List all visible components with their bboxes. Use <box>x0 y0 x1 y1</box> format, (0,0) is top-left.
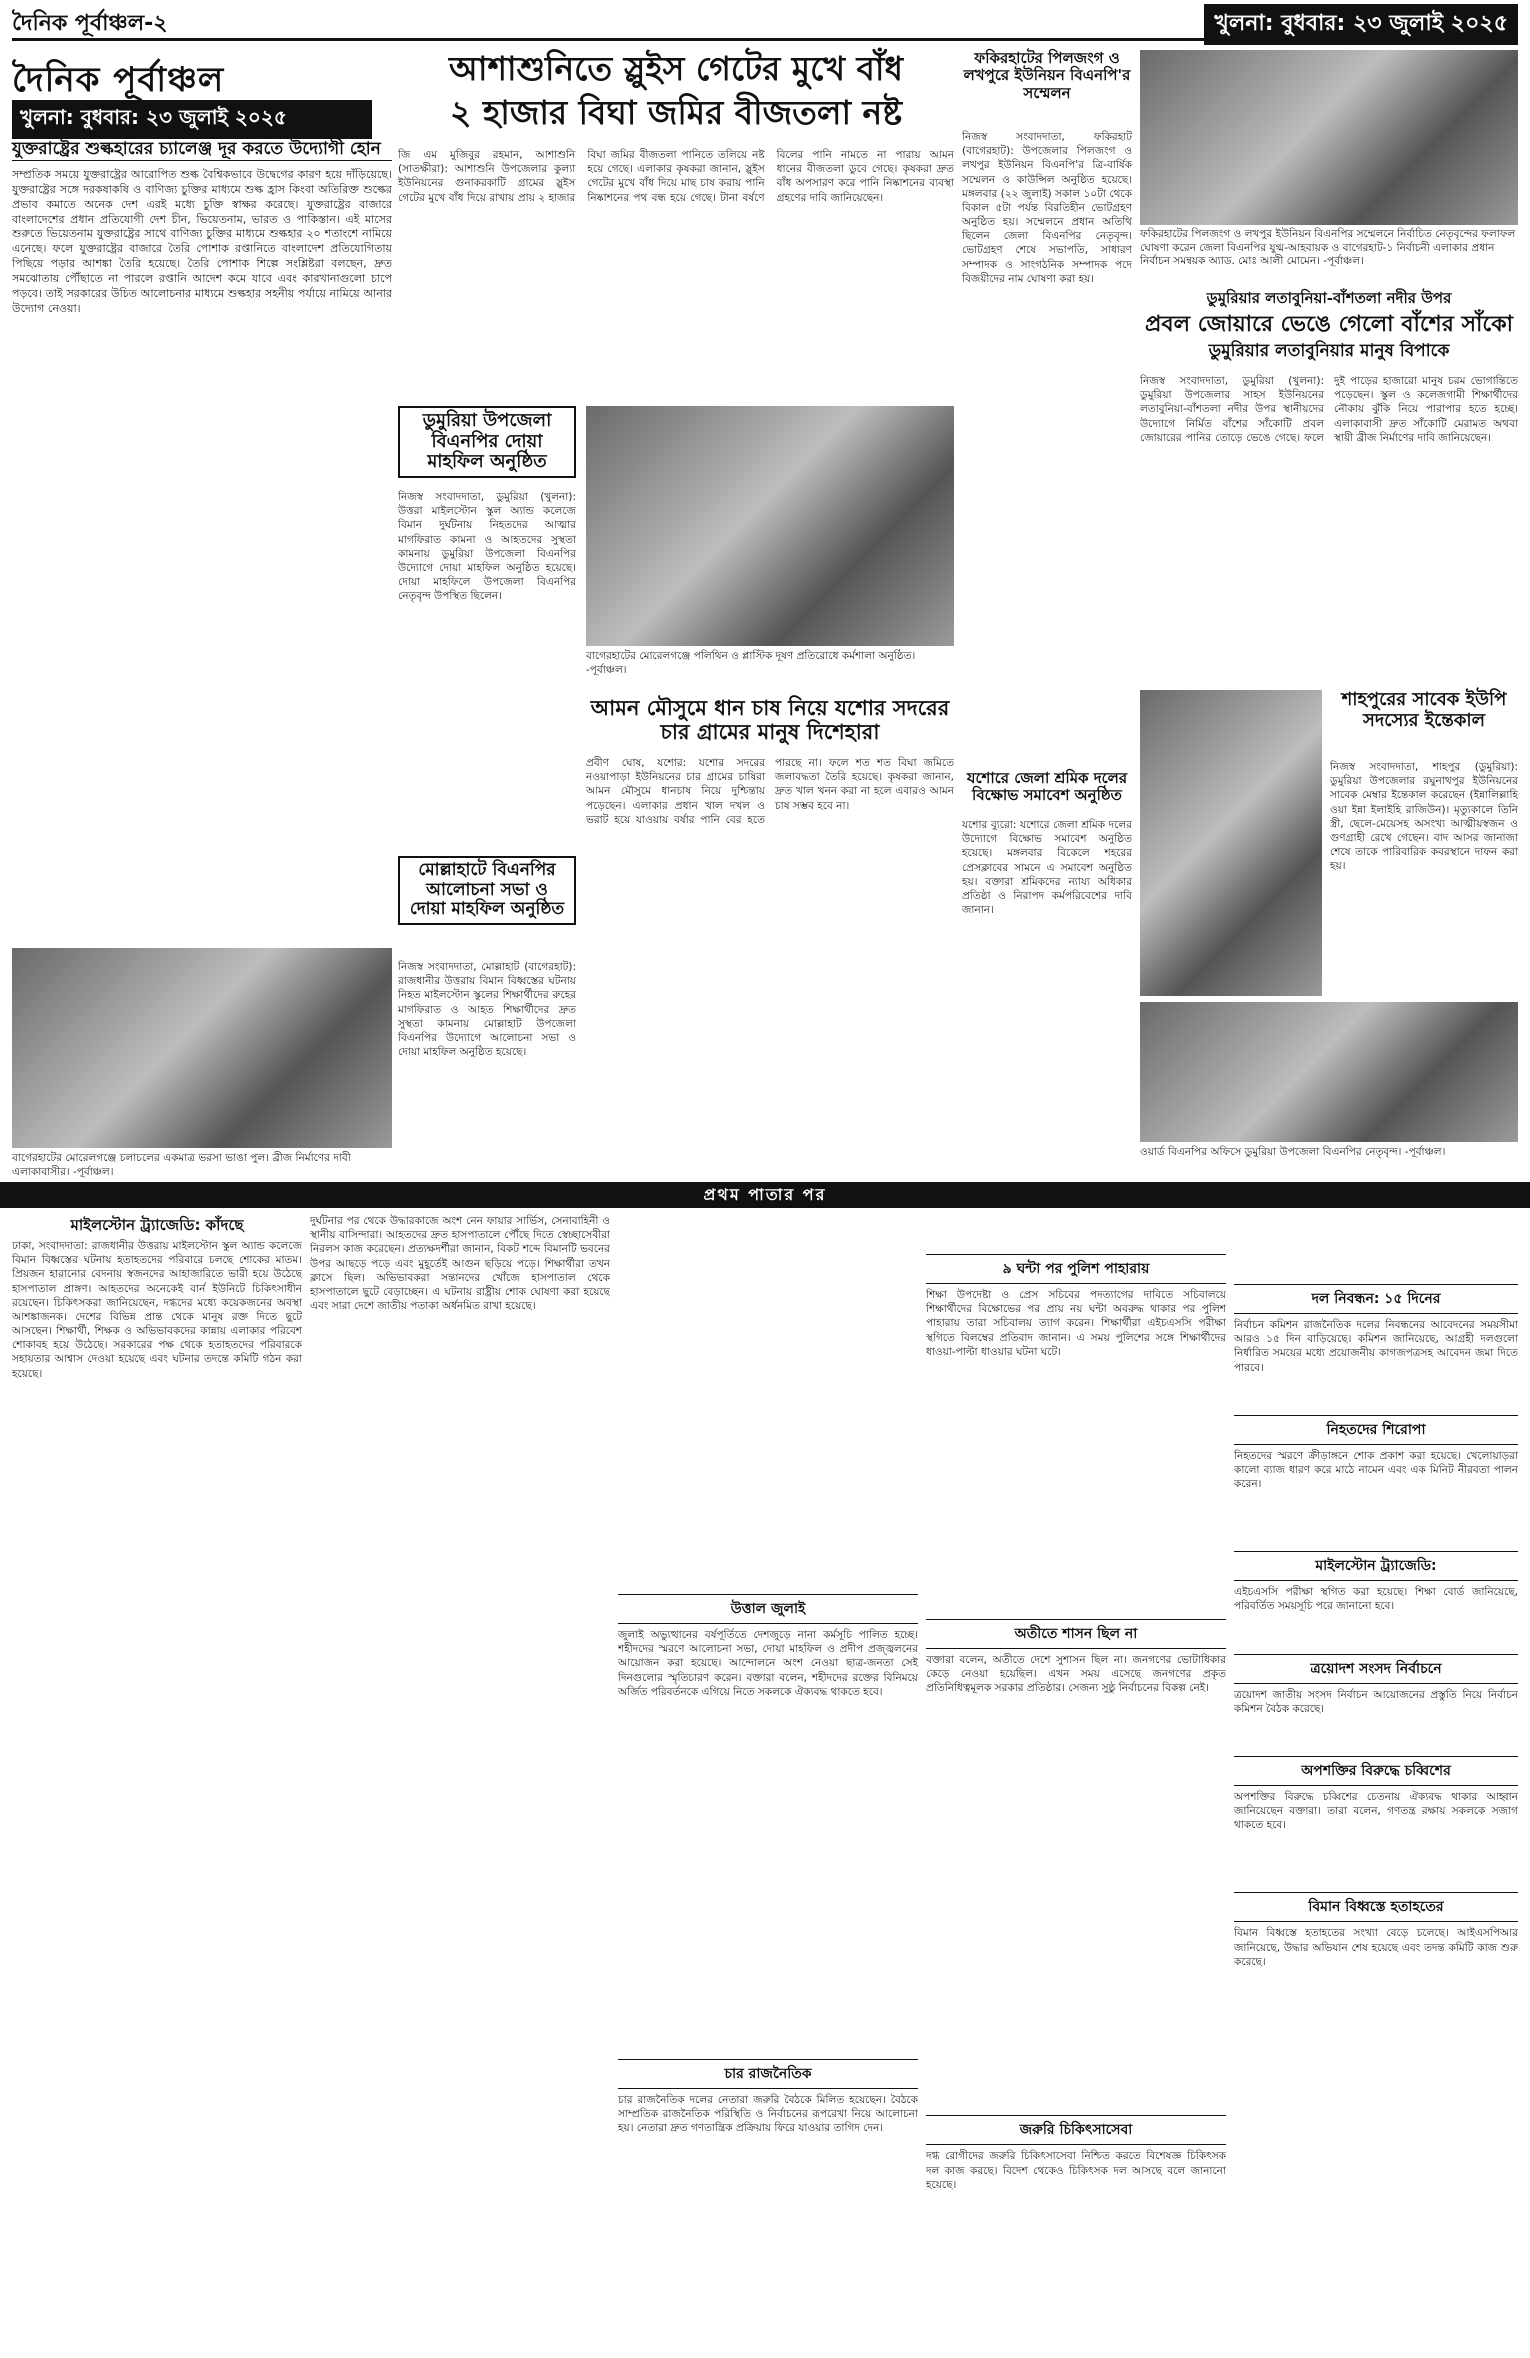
col5-title-2: নিহতদের শিরোপা <box>1234 1415 1518 1445</box>
col3-body: জুলাই অভ্যুত্থানের বর্ষপূর্তিতে দেশজুড়ে নানা কর্মসূচি পালিত হচ্ছে। শহীদদের স্মরণে আলোচনা সভা, দোয়া মাহফিল ও প্রদীপ প্রজ্জ্বলনের আয়োজন করা হয়েছে। আন্দোলনে অংশ নেওয়া ছাত্র-জনতা সেই দিনগুলোর স্মৃতিচারণ করেন। বক্তারা বলেন, শহীদদের রক্তের বিনিময়ে অর্জিত পরিবর্তনকে এগিয়ে নিতে সকলকে ঐক্যবদ্ধ থাকতে হবে। <box>618 1629 918 1698</box>
continuation-banner: প্রথম পাতার পর <box>0 1182 1530 1208</box>
date-banner-right: খুলনা: বুধবার: ২৩ জুলাই ২০২৫ <box>1204 4 1518 45</box>
col5-title-3: মাইলস্টোন ট্র্যাজেডি: <box>1234 1551 1518 1581</box>
aman-headline: আমন মৌসুমে ধান চাষ নিয়ে যশোর সদরের চার গ্রামের মানুষ দিশেহারা <box>590 695 950 745</box>
shahpur-body: নিজস্ব সংবাদদাতা, শাহপুর (ডুমুরিয়া): ডুমুরিয়া উপজেলার রঘুনাথপুর ইউনিয়নের সাবেক মেম্বার ইন্তেকাল করেছেন (ইন্নালিল্লাহি ওয়া ইন্না ইলাইহি রাজিউন)। মৃত্যুকালে তিনি স্ত্রী, ছেলে-মেয়েসহ অসংখ্য আত্মীয়স্বজন ও গুণগ্রাহী রেখে গেছেন। বাদ আসর জানাজা শেষে তাকে পারিবারিক কবরস্থানে দাফন করা হয়। <box>1330 761 1518 873</box>
shahpur-side-photo <box>1140 690 1322 996</box>
continuation-col-3 <box>618 1214 918 2354</box>
col4-body-3: দগ্ধ রোগীদের জরুরি চিকিৎসাসেবা নিশ্চিত করতে বিশেষজ্ঞ চিকিৎসক দল কাজ করছে। বিদেশ থেকেও চিকিৎসক দল আসছে বলে জানানো হয়েছে। <box>926 2150 1226 2191</box>
workshop-photo <box>586 406 954 646</box>
col3-title: উত্তাল জুলাই <box>618 1594 918 1624</box>
continuation-col-4 <box>926 1214 1226 2354</box>
us-tariff-body: সম্প্রতিক সময়ে যুক্তরাষ্ট্রের আরোপিত শুল্ক বৈশ্বিকভাবে উদ্বেগের কারণ হয়ে দাঁড়িয়েছে। যুক্তরাষ্ট্রের সঙ্গে দরকষাকষি ও বাণিজ্য চুক্তির মাধ্যমে শুল্ক হ্রাস কিংবা অতিরিক্ত শুল্কের প্রভাব কমাতে অনেক দেশ এরই মধ্যে চুক্তি স্বাক্ষর করেছে। যুক্তরাষ্ট্রের বাজারে বাংলাদেশের প্রধান প্রতিযোগী দেশ চীন, ভিয়েতনাম, ভারত ও পাকিস্তান। এই মাসের শুরুতে ভিয়েতনাম যুক্তরাষ্ট্রের সাথে বাণিজ্য চুক্তির মাধ্যমে শুল্কহার ২০ শতাংশে নামিয়ে এনেছে। ফলে যুক্তরাষ্ট্রের বাজারে তৈরি পোশাক রপ্তানিতে বাংলাদেশ প্রতিযোগিতায় পিছিয়ে পড়ার আশঙ্কা তৈরি হয়েছে। তৈরি পোশাক শিল্পে সংশ্লিষ্টরা বলছেন, দ্রুত সমঝোতায় পৌঁছাতে না পারলে রপ্তানি আদেশ কমে যাবে এবং কারখানাগুলো চাপে পড়বে। তাই সরকারের উচিত আলোচনার মাধ্যমে শুল্কহার সহনীয় পর্যায়ে নামিয়ে আনার উদ্যোগ নেওয়া। <box>12 168 392 315</box>
col5-title-4: ত্রয়োদশ সংসদ নির্বাচনে <box>1234 1654 1518 1684</box>
mollahat-body: নিজস্ব সংবাদদাতা, মোল্লাহাট (বাগেরহাট): রাজধানীর উত্তরায় বিমান বিধ্বস্তের ঘটনায় নিহত মাইলস্টোন স্কুলের শিক্ষার্থীদের রুহের মাগফিরাত ও আহত শিক্ষার্থীদের দ্রুত সুস্থতা কামনায় মোল্লাহাট উপজেলা বিএনপির উদ্যোগে আলোচনা সভা ও দোয়া মাহফিল অনুষ্ঠিত হয়েছে। <box>398 961 576 1059</box>
col1-title: মাইলস্টোন ট্র্যাজেডি: কাঁদছে <box>70 1216 244 1234</box>
masthead: দৈনিক পূর্বাঞ্চল <box>12 60 225 100</box>
col5-body-3: এইচএসসি পরীক্ষা স্থগিত করা হয়েছে। শিক্ষা বোর্ড জানিয়েছে, পরিবর্তিত সময়সূচি পরে জানানো হবে। <box>1234 1586 1518 1613</box>
continuation-col-1 <box>12 1214 302 2354</box>
dumuria-bridge-headline-2: প্রবল জোয়ারে ভেঙে গেলো বাঁশের সাঁকো <box>1145 311 1513 337</box>
us-tariff-headline: যুক্তরাষ্ট্রের শুল্কহারের চ্যালেঞ্জ দূর করতে উদ্যোগী হোন <box>12 140 392 161</box>
col5-body: নির্বাচন কমিশন রাজনৈতিক দলের নিবন্ধনের আবেদনের সময়সীমা আরও ১৫ দিন বাড়িয়েছে। কমিশন জানিয়েছে, আগ্রহী দলগুলো নির্ধারিত সময়ের মধ্যে প্রয়োজনীয় কাগজপত্রসহ আবেদন জমা দিতে পারবে। <box>1234 1319 1518 1374</box>
col4-title-3: জরুরি চিকিৎসাসেবা <box>926 2115 1226 2145</box>
col3-title-2: চার রাজনৈতিক <box>618 2059 918 2089</box>
shahpur-headline: শাহপুরের সাবেক ইউপি সদস্যের ইন্তেকাল <box>1341 689 1507 731</box>
date-banner-left: খুলনা: বুধবার: ২৩ জুলাই ২০২৫ <box>12 100 372 139</box>
page-label: দৈনিক পূর্বাঞ্চল-২ <box>12 11 168 36</box>
col5-body-6: বিমান বিধ্বস্তে হতাহতের সংখ্যা বেড়ে চলেছে। আইএসপিআর জানিয়েছে, উদ্ধার অভিযান শেষ হয়েছে এবং তদন্ত কমিটি কাজ শুরু করেছে। <box>1234 1927 1518 1968</box>
sluice-body: জি এম মুজিবুর রহমান, আশাশুনি (সাতক্ষীরা): আশাশুনি উপজেলার কুল্যা ইউনিয়নের গুনাকরকাটি গ্রামের স্লুইস গেটের মুখে বাঁধ দিয়ে রাখায় প্রায় ২ হাজার বিঘা জমির বীজতলা পানিতে তলিয়ে নষ্ট হয়ে গেছে। এলাকার কৃষকরা জানান, স্লুইস গেটের মুখে বাঁধ দিয়ে মাছ চাষ করায় পানি নিষ্কাশনের পথ বন্ধ হয়ে গেছে। টানা বর্ষণে বিলের পানি নামতে না পারায় আমন ধানের বীজতলা ডুবে গেছে। কৃষকরা দ্রুত বাঁধ অপসারণ করে পানি নিষ্কাশনের ব্যবস্থা গ্রহণের দাবি জানিয়েছেন। <box>398 149 954 204</box>
col3-body-2: চার রাজনৈতিক দলের নেতারা জরুরি বৈঠকে মিলিত হয়েছেন। বৈঠকে সাম্প্রতিক রাজনৈতিক পরিস্থিতি ও নির্বাচনের রূপরেখা নিয়ে আলোচনা হয়। নেতারা দ্রুত গণতান্ত্রিক প্রক্রিয়ায় ফিরে যাওয়ার তাগিদ দেন। <box>618 2093 918 2135</box>
bridge-photo-caption: বাগেরহাটের মোরেলগঞ্জে চলাচলের একমাত্র ভরসা ভাঙা পুল। ব্রীজ নির্মাণের দাবী এলাকাবাসীর। -পূর্বাঞ্চল। <box>12 1152 351 1178</box>
col5-body-4: ত্রয়োদশ জাতীয় সংসদ নির্বাচন আয়োজনের প্রস্তুতি নিয়ে নির্বাচন কমিশন বৈঠক করেছে। <box>1234 1688 1518 1715</box>
fakirhat-photo-caption: ফকিরহাটের পিলজংগ ও লখপুর ইউনিয়ন বিএনপির সম্মেলনে নির্বাচিত নেতৃবৃন্দের ফলাফল ঘোষণা করেন জেলা বিএনপির যুগ্ম-আহবায়ক ও বাগেরহাট-১ নির্বাচনী এলাকার প্রধান নির্বাচন সমন্বয়ক অ্যাড. মোঃ আলী মোমেন। -পূর্বাঞ্চল। <box>1140 228 1516 268</box>
col5-title: দল নিবন্ধন: ১৫ দিনের <box>1234 1284 1518 1314</box>
col5-title-6: বিমান বিধ্বস্তে হতাহতের <box>1234 1892 1518 1922</box>
sluice-headline-2: ২ হাজার বিঘা জমির বীজতলা নষ্ট <box>450 93 902 132</box>
continuation-col-5 <box>1234 1214 1518 2354</box>
ward-office-photo-caption: ওয়ার্ড বিএনপির অফিসে ডুমুরিয়া উপজেলা বিএনপির নেতৃবৃন্দ। -পূর্বাঞ্চল। <box>1140 1146 1446 1158</box>
sluice-headline-1: আশাশুনিতে স্লুইস গেটের মুখে বাঁধ <box>449 49 903 88</box>
dumuria-bridge-body: নিজস্ব সংবাদদাতা, ডুমুরিয়া (খুলনা): ডুমুরিয়া উপজেলার সাহস ইউনিয়নের লতাবুনিয়া-বাঁশতলা নদীর উপর স্থানীয়দের উদ্যোগে নির্মিত বাঁশের সাঁকোটি প্রবল জোয়ারের পানির তোড়ে ভেঙে গেছে। ফলে দুই পাড়ের হাজারো মানুষ চরম ভোগান্তিতে পড়েছেন। স্কুল ও কলেজগামী শিক্ষার্থীদের নৌকায় ঝুঁকি নিয়ে পারাপার হতে হচ্ছে। এলাকাবাসী দ্রুত সাঁকোটি মেরামত অথবা স্থায়ী ব্রীজ নির্মাণের দাবি জানিয়েছেন। <box>1140 375 1518 444</box>
mollahat-headline: মোল্লাহাটে বিএনপির আলোচনা সভা ও দোয়া মাহফিল অনুষ্ঠিত <box>398 856 576 925</box>
col4-body-2: বক্তারা বলেন, অতীতে দেশে সুশাসন ছিল না। জনগণের ভোটাধিকার কেড়ে নেওয়া হয়েছিল। এখন সময় এসেছে জনগণের প্রকৃত প্রতিনিধিত্বমূলক সরকার প্রতিষ্ঠার। সেজন্য সুষ্ঠু নির্বাচনের বিকল্প নেই। <box>926 1653 1226 1695</box>
ward-office-photo <box>1140 1002 1518 1142</box>
col4-title-2: অতীতে শাসন ছিল না <box>926 1619 1226 1649</box>
col5-body-2: নিহতদের স্মরণে ক্রীড়াঙ্গনে শোক প্রকাশ করা হয়েছে। খেলোয়াড়রা কালো ব্যাজ ধারণ করে মাঠে নামেন এবং এক মিনিট নীরবতা পালন করেন। <box>1234 1449 1518 1491</box>
aman-body: প্রবীণ ঘোষ, যশোর: যশোর সদরের নওয়াপাড়া ইউনিয়নের চার গ্রামের চাষিরা আমন মৌসুমে ধানচাষ নিয়ে দুশ্চিন্তায় পড়েছেন। এলাকার প্রধান খাল দখল ও ভরাট হয়ে যাওয়ায় বর্ষার পানি বের হতে পারছে না। ফলে শত শত বিঘা জমিতে জলাবদ্ধতা তৈরি হয়েছে। কৃষকরা জানান, দ্রুত খাল খনন করা না হলে এবারও আমন চাষ সম্ভব হবে না। <box>586 757 954 826</box>
workshop-photo-caption: বাগেরহাটের মোরেলগঞ্জে পলিথিন ও প্লাস্টিক দূষণ প্রতিরোধে কর্মশালা অনুষ্ঠিত। -পূর্বাঞ্চল। <box>586 650 916 676</box>
col1-body: ঢাকা, সংবাদদাতা: রাজধানীর উত্তরায় মাইলস্টোন স্কুল অ্যান্ড কলেজে বিমান বিধ্বস্তের ঘটনায় হতাহতদের পরিবারে চলছে শোকের মাতম। প্রিয়জন হারানোর বেদনায় স্বজনদের আহাজারিতে ভারী হয়ে উঠেছে হাসপাতাল প্রাঙ্গণ। আহতদের অনেকেই বার্ন ইউনিটে চিকিৎসাধীন রয়েছেন। চিকিৎসকরা জানিয়েছেন, দগ্ধদের মধ্যে কয়েকজনের অবস্থা আশঙ্কাজনক। দেশের বিভিন্ন প্রান্ত থেকে মানুষ রক্ত দিতে ছুটে আসছেন। শিক্ষার্থী, শিক্ষক ও অভিভাবকদের কান্নায় এলাকার পরিবেশ শোকাবহ হয়ে উঠেছে। সরকারের পক্ষ থেকে হতাহতদের পরিবারকে সহায়তার আশ্বাস দেওয়া হয়েছে এবং ঘটনার তদন্তে কমিটি গঠন করা হয়েছে। <box>12 1240 302 1380</box>
continuation-col-2 <box>310 1214 610 2354</box>
col2-body: দুর্ঘটনার পর থেকে উদ্ধারকাজে অংশ নেন ফায়ার সার্ভিস, সেনাবাহিনী ও স্থানীয় বাসিন্দারা। আহতদের দ্রুত হাসপাতালে পৌঁছে দিতে স্বেচ্ছাসেবীরা নিরলস কাজ করেছেন। প্রত্যক্ষদর্শীরা জানান, বিকট শব্দে বিমানটি ভবনের উপর আছড়ে পড়ে এবং মুহূর্তেই আগুন ছড়িয়ে পড়ে। শিক্ষার্থীরা তখন ক্লাসে ছিল। অভিভাবকরা সন্তানদের খোঁজে হাসপাতাল থেকে হাসপাতালে ছুটে বেড়াচ্ছেন। এ ঘটনায় রাষ্ট্রীয় শোক ঘোষণা করা হয়েছে এবং সারা দেশে জাতীয় পতাকা অর্ধনমিত রাখা হয়েছে। <box>310 1215 610 1313</box>
header-rule <box>12 38 1518 41</box>
fakirhat-body: নিজস্ব সংবাদদাতা, ফকিরহাট (বাগেরহাট): উপজেলার পিলজংগ ও লখপুর ইউনিয়ন বিএনপি'র ত্রি-বার্ষিক সম্মেলন ও কাউন্সিল অনুষ্ঠিত হয়েছে। মঙ্গলবার (২২ জুলাই) সকাল ১০টা থেকে বিকাল ৫টা পর্যন্ত বিরতিহীন ভোটগ্রহণ অনুষ্ঠিত হয়। সম্মেলনে প্রধান অতিথি ছিলেন জেলা বিএনপির নেতৃবৃন্দ। ভোটগ্রহণ শেষে সভাপতি, সাধারণ সম্পাদক ও সাংগঠনিক সম্পাদক পদে বিজয়ীদের নাম ঘোষণা করা হয়। <box>962 131 1132 285</box>
dumuria-doa-headline: ডুমুরিয়া উপজেলা বিএনপির দোয়া মাহফিল অনুষ্ঠিত <box>398 406 576 478</box>
col5-body-5: অপশক্তির বিরুদ্ধে চব্বিশের চেতনায় ঐক্যবদ্ধ থাকার আহ্বান জানিয়েছেন বক্তারা। তারা বলেন, গণতন্ত্র রক্ষায় সকলকে সজাগ থাকতে হবে। <box>1234 1790 1518 1832</box>
dumuria-bridge-headline-3: ডুমুরিয়ার লতাবুনিয়ার মানুষ বিপাকে <box>1208 341 1450 361</box>
fakirhat-headline: ফকিরহাটের পিলজংগ ও লখপুরে ইউনিয়ন বিএনপি'র সম্মেলন <box>963 49 1131 102</box>
jessore-sramik-headline: যশোরে জেলা শ্রমিক দলের বিক্ষোভ সমাবেশ অনুষ্ঠিত <box>966 769 1128 805</box>
jessore-sramik-body: যশোর ব্যুরো: যশোরে জেলা শ্রমিক দলের উদ্যোগে বিক্ষোভ সমাবেশ অনুষ্ঠিত হয়েছে। মঙ্গলবার বিকেলে শহরের প্রেসক্লাবের সামনে এ সমাবেশ অনুষ্ঠিত হয়। বক্তারা শ্রমিকদের ন্যায্য অধিকার প্রতিষ্ঠা ও নিরাপদ কর্মপরিবেশের দাবি জানান। <box>962 819 1132 917</box>
bridge-photo <box>12 948 392 1148</box>
col4-title: ৯ ঘন্টা পর পুলিশ পাহারায় <box>926 1254 1226 1284</box>
dumuria-bridge-headline-1: ডুমুরিয়ার লতাবুনিয়া-বাঁশতলা নদীর উপর <box>1206 289 1452 307</box>
col5-title-5: অপশক্তির বিরুদ্ধে চব্বিশের <box>1234 1756 1518 1786</box>
col4-body: শিক্ষা উপদেষ্টা ও প্রেস সচিবের পদত্যাগের দাবিতে সচিবালয়ে শিক্ষার্থীদের বিক্ষোভের পর প্রায় নয় ঘন্টা অবরুদ্ধ থাকার পর পুলিশ পাহারায় তারা সচিবালয় ত্যাগ করেন। শিক্ষার্থীরা এইচএসসি পরীক্ষা স্থগিতে বিলম্বের প্রতিবাদ জানান। এ সময় পুলিশের সঙ্গে শিক্ষার্থীদের ধাওয়া-পাল্টা ধাওয়ার ঘটনা ঘটে। <box>926 1289 1226 1358</box>
fakirhat-photo <box>1140 50 1518 225</box>
dumuria-doa-body: নিজস্ব সংবাদদাতা, ডুমুরিয়া (খুলনা): উত্তরা মাইলস্টোন স্কুল অ্যান্ড কলেজে বিমান দুর্ঘটনায় নিহতদের আত্মার মাগফিরাত কামনা ও আহতদের সুস্থতা কামনায় ডুমুরিয়া উপজেলা বিএনপির উদ্যোগে দোয়া মাহফিল অনুষ্ঠিত হয়েছে। দোয়া মাহফিলে উপজেলা বিএনপির নেতৃবৃন্দ উপস্থিত ছিলেন। <box>398 491 576 603</box>
